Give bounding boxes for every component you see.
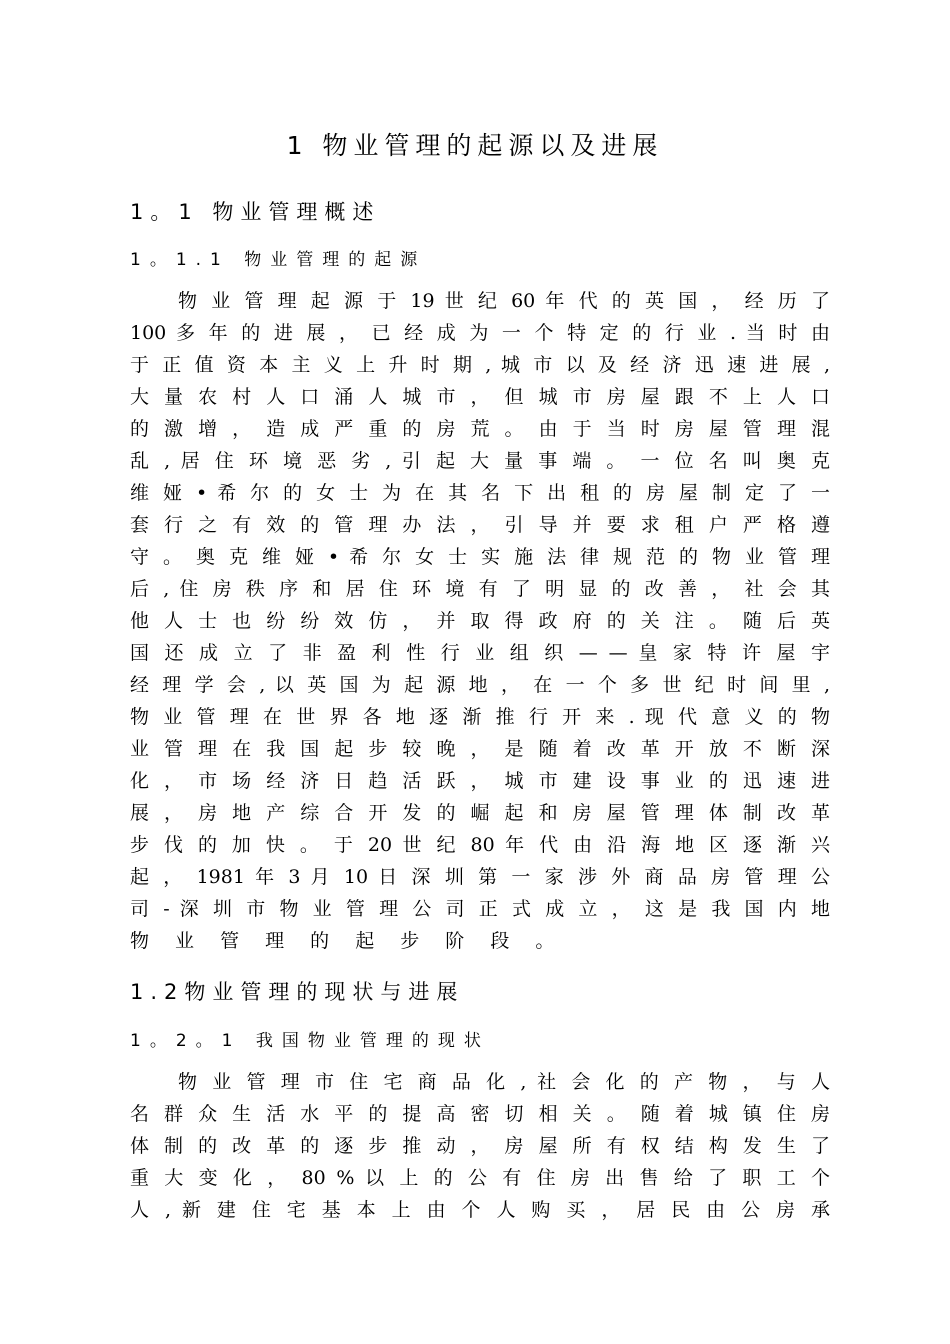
paragraph-line: 业 管 理 在 我 国 起 步 较 晚 ， 是 随 着 改 革 开 放 不 断 深 xyxy=(130,738,830,760)
paragraph-line: 展 ， 房 地 产 综 合 开 发 的 崛 起 和 房 屋 管 理 体 制 改 革 xyxy=(130,802,830,824)
paragraph-status xyxy=(130,1066,830,1226)
paragraph-origin xyxy=(130,285,830,957)
subsection-heading-1-2-1: 1。2。1 我国物业管理的现状 xyxy=(130,1031,490,1051)
paragraph-line: 物 业 管 理 市 住 宅 商 品 化 , 社 会 化 的 产 物 ， 与 人 xyxy=(178,1071,830,1093)
paragraph-line: 经 理 学 会 , 以 英 国 为 起 源 地 ， 在 一 个 多 世 纪 时 间 里 , xyxy=(130,674,830,696)
paragraph-line: 步 伐 的 加 快 。 于 20 世 纪 80 年 代 由 沿 海 地 区 逐 渐 兴 xyxy=(130,834,830,856)
paragraph-line: 国 还 成 立 了 非 盈 利 性 行 业 组 织 — — 皇 家 特 许 屋 宇 xyxy=(130,642,830,664)
paragraph-line: 于 正 值 资 本 主 义 上 升 时 期 , 城 市 以 及 经 济 迅 速 进 展 , xyxy=(130,354,830,376)
paragraph-line: 他 人 士 也 纷 纷 效 仿 ， 并 取 得 政 府 的 关 注 。 随 后 英 xyxy=(130,610,830,632)
paragraph-line: 体 制 的 改 革 的 逐 步 推 动 ， 房 屋 所 有 权 结 构 发 生 了 xyxy=(130,1135,830,1157)
document-title: 1 物业管理的起源以及进展 xyxy=(286,131,664,160)
paragraph-line: 重 大 变 化 ， 80 % 以 上 的 公 有 住 房 出 售 给 了 职 工 个 xyxy=(130,1167,830,1189)
paragraph-line: 名 群 众 生 活 水 平 的 提 高 密 切 相 关 。 随 着 城 镇 住 房 xyxy=(130,1103,830,1125)
subsection-heading-1-1-1: 1。1.1 物业管理的起源 xyxy=(130,250,427,270)
paragraph-line: 守 。 奥 克 维 娅 • 希 尔 女 士 实 施 法 律 规 范 的 物 业 管 理 xyxy=(130,546,830,568)
paragraph-line: 物 业 管 理 的 起 步 阶 段 。 xyxy=(130,930,565,952)
section-heading-1-1: 1。1 物业管理概述 xyxy=(130,200,381,224)
paragraph-line: 化 ， 市 场 经 济 日 趋 活 跃 ， 城 市 建 设 事 业 的 迅 速 进 xyxy=(130,770,830,792)
paragraph-line: 大 量 农 村 人 口 涌 人 城 市 ， 但 城 市 房 屋 跟 不 上 人 口 xyxy=(130,386,830,408)
paragraph-line: 起 ， 1981 年 3 月 10 日 深 圳 第 一 家 涉 外 商 品 房 管 理 公 xyxy=(130,866,830,888)
paragraph-line: 套 行 之 有 效 的 管 理 办 法 ， 引 导 并 要 求 租 户 严 格 遵 xyxy=(130,514,830,536)
paragraph-line: 后 , 住 房 秩 序 和 居 住 环 境 有 了 明 显 的 改 善 ， 社 会 其 xyxy=(130,578,830,600)
section-heading-1-2: 1.2物业管理的现状与进展 xyxy=(130,980,465,1004)
paragraph-line: 物 业 管 理 起 源 于 19 世 纪 60 年 代 的 英 国 ， 经 历 了 xyxy=(178,290,830,312)
paragraph-line: 维 娅 • 希 尔 的 女 士 为 在 其 名 下 出 租 的 房 屋 制 定 了 一 xyxy=(130,482,830,504)
paragraph-line: 的 激 增 ， 造 成 严 重 的 房 荒 。 由 于 当 时 房 屋 管 理 混 xyxy=(130,418,830,440)
paragraph-line: 物 业 管 理 在 世 界 各 地 逐 渐 推 行 开 来 . 现 代 意 义 的 物 xyxy=(130,706,830,728)
paragraph-line: 人 , 新 建 住 宅 基 本 上 由 个 人 购 买 ， 居 民 由 公 房 承 xyxy=(130,1199,830,1221)
paragraph-line: 司 - 深 圳 市 物 业 管 理 公 司 正 式 成 立 ， 这 是 我 国 内 地 xyxy=(130,898,830,920)
paragraph-line: 乱 , 居 住 环 境 恶 劣 , 引 起 大 量 事 端 。 一 位 名 叫 奥 克 xyxy=(130,450,830,472)
paragraph-line: 100 多 年 的 进 展 ， 已 经 成 为 一 个 特 定 的 行 业 . 当 时 由 xyxy=(130,322,830,344)
